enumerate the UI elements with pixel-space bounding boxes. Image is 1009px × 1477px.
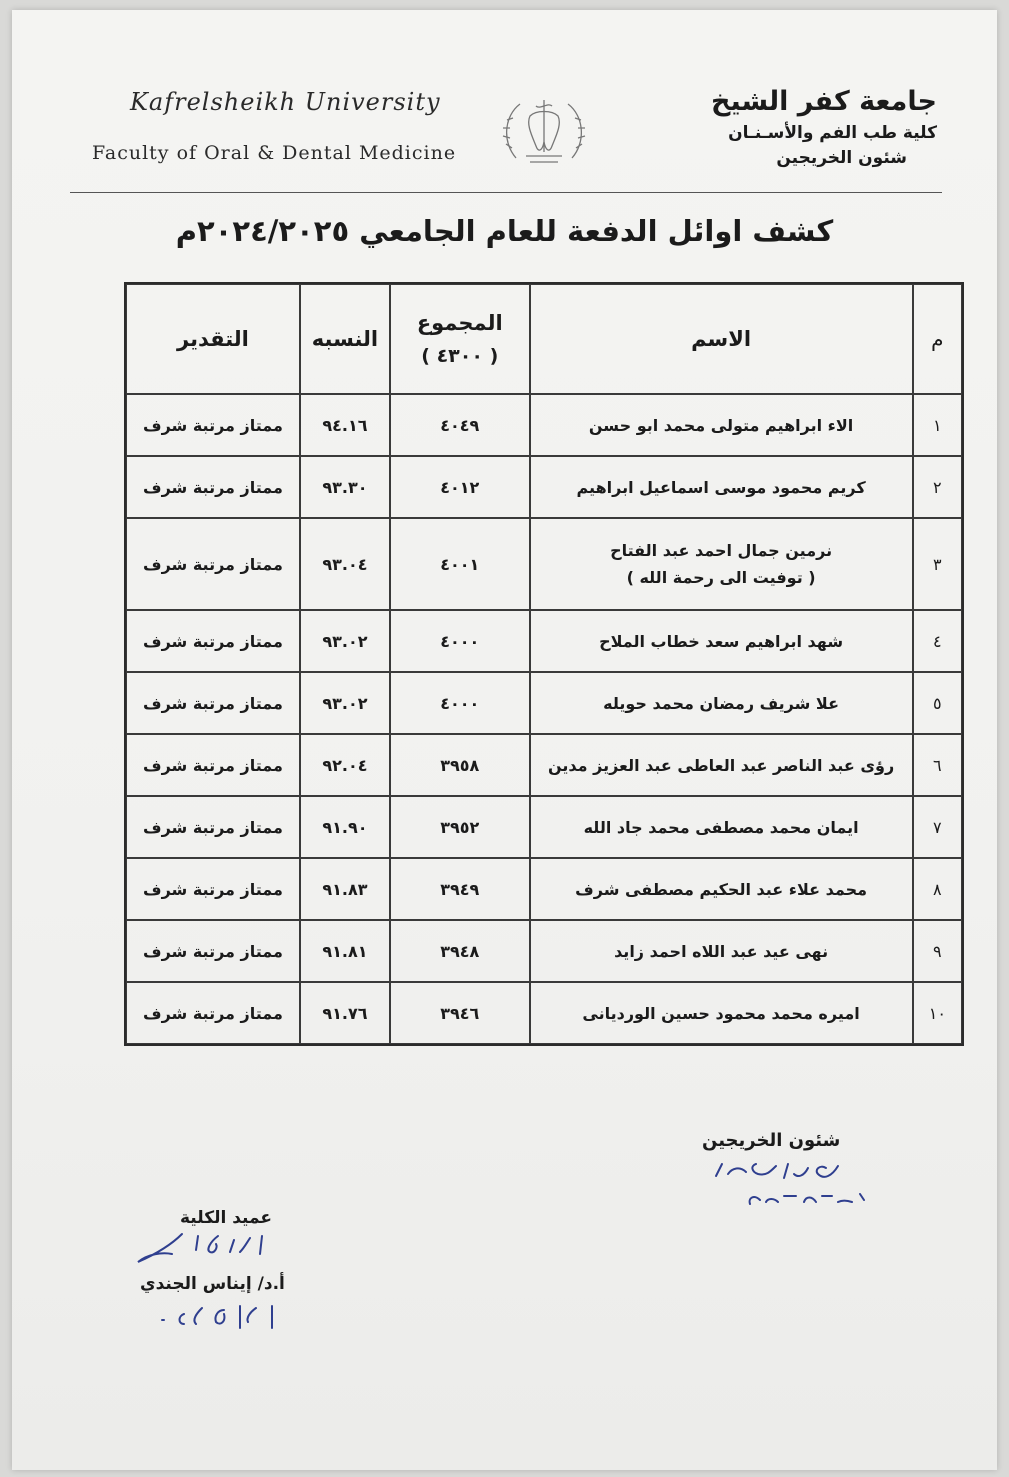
table-row [126,920,962,982]
cell-percent: ٩٤.١٦ [300,394,390,456]
table-row [126,456,962,518]
cell-grade: ممتاز مرتبة شرف [126,610,300,672]
cell-percent: ٩١.٨٣ [300,858,390,920]
cell-name [530,734,913,796]
cell-name [530,610,913,672]
table-header-row [126,284,962,394]
cell-serial: ١٠ [913,982,962,1044]
student-name: كريم محمود موسى اسماعيل ابراهيم [576,477,866,497]
cell-serial: ١ [913,394,962,456]
student-name: اميره محمد محمود حسين الورديانى [582,1003,860,1023]
cell-serial: ٥ [913,672,962,734]
cell-serial: ٦ [913,734,962,796]
student-name: محمد علاء عبد الحكيم مصطفى شرف [575,879,868,899]
cell-total: ٤٠٠٠ [390,672,530,734]
cell-grade: ممتاز مرتبة شرف [126,456,300,518]
cell-percent: ٩١.٨١ [300,920,390,982]
student-name: الاء ابراهيم متولى محمد ابو حسن [588,415,854,435]
faculty-logo-icon [496,90,592,170]
student-name: علا شريف رمضان محمد حويله [603,693,840,713]
cell-percent: ٩٣.٣٠ [300,456,390,518]
cell-percent: ٩١.٩٠ [300,796,390,858]
cell-percent: ٩٣.٠٢ [300,610,390,672]
cell-percent: ٩٣.٠٤ [300,518,390,610]
cell-name [530,796,913,858]
table-row [126,610,962,672]
top-students-table [124,282,964,1046]
faculty-name-en: Faculty of Oral & Dental Medicine [92,142,457,164]
student-name: ايمان محمد مصطفى محمد جاد الله [583,817,859,837]
cell-name [530,858,913,920]
document-sheet [12,10,997,1470]
cell-total: ٤٠٤٩ [390,394,530,456]
cell-grade: ممتاز مرتبة شرف [126,672,300,734]
student-note: ( توفيت الى رحمة الله ) [626,568,816,587]
cell-grade: ممتاز مرتبة شرف [126,920,300,982]
faculty-name-ar: كلية طب الفم والأسـنـان [728,123,937,143]
page-title: كشف اوائل الدفعة للعام الجامعي ٢٠٢٤/٢٠٢٥م [175,214,834,248]
student-name: نهى عيد عبد اللاه احمد زايد [614,941,829,961]
col-header-total [390,284,530,394]
cell-name [530,394,913,456]
student-name: نرمين جمال احمد عبد الفتاح [610,541,833,560]
cell-percent: ٩٣.٠٢ [300,672,390,734]
header-arabic-block [677,84,937,170]
cell-grade: ممتاز مرتبة شرف [126,518,300,610]
student-name: شهد ابراهيم سعد خطاب الملاح [599,631,844,651]
cell-name [530,982,913,1044]
cell-total: ٤٠٠١ [390,518,530,610]
cell-total: ٣٩٥٨ [390,734,530,796]
cell-name [530,518,913,610]
cell-total: ٣٩٤٨ [390,920,530,982]
cell-grade: ممتاز مرتبة شرف [126,796,300,858]
dean-handwritten-date [136,1300,286,1336]
table-row [126,518,962,610]
graduates-affairs-signature [688,1156,878,1216]
cell-serial: ٨ [913,858,962,920]
col-header-serial: م [913,284,962,394]
col-header-total-label: المجموع [416,311,503,335]
department-name-ar: شئون الخريجين [776,148,907,168]
cell-serial: ٣ [913,518,962,610]
university-name-ar: جامعة كفر الشيخ [710,86,937,117]
student-name: رؤى عبد الناصر عبد العاطى عبد العزيز مدين [548,755,895,775]
table-row [126,394,962,456]
table-row [126,982,962,1044]
cell-name [530,456,913,518]
cell-grade: ممتاز مرتبة شرف [126,734,300,796]
dean-title: عميد الكلية [180,1208,272,1228]
header-divider [70,192,942,193]
cell-total: ٤٠٠٠ [390,610,530,672]
cell-percent: ٩١.٧٦ [300,982,390,1044]
col-header-total-max: ( ٤٣٠٠ ) [421,345,499,367]
cell-grade: ممتاز مرتبة شرف [126,982,300,1044]
cell-serial: ٧ [913,796,962,858]
cell-serial: ٩ [913,920,962,982]
cell-total: ٤٠١٢ [390,456,530,518]
cell-total: ٣٩٥٢ [390,796,530,858]
cell-percent: ٩٢.٠٤ [300,734,390,796]
table-row [126,672,962,734]
cell-serial: ٤ [913,610,962,672]
cell-total: ٣٩٤٦ [390,982,530,1044]
cell-name [530,672,913,734]
graduates-affairs-label: شئون الخريجين [702,1130,841,1151]
dean-signature [122,1226,282,1272]
cell-total: ٣٩٤٩ [390,858,530,920]
cell-grade: ممتاز مرتبة شرف [126,394,300,456]
table-row [126,796,962,858]
cell-name [530,920,913,982]
table-row [126,734,962,796]
cell-grade: ممتاز مرتبة شرف [126,858,300,920]
university-name-en: Kafrelsheikh University [130,88,441,116]
table-row [126,858,962,920]
col-header-percent: النسبه [300,284,390,394]
dean-name: أ.د/ إيناس الجندي [140,1274,285,1294]
cell-serial: ٢ [913,456,962,518]
col-header-grade: التقدير [126,284,300,394]
col-header-name: الاسم [530,284,913,394]
